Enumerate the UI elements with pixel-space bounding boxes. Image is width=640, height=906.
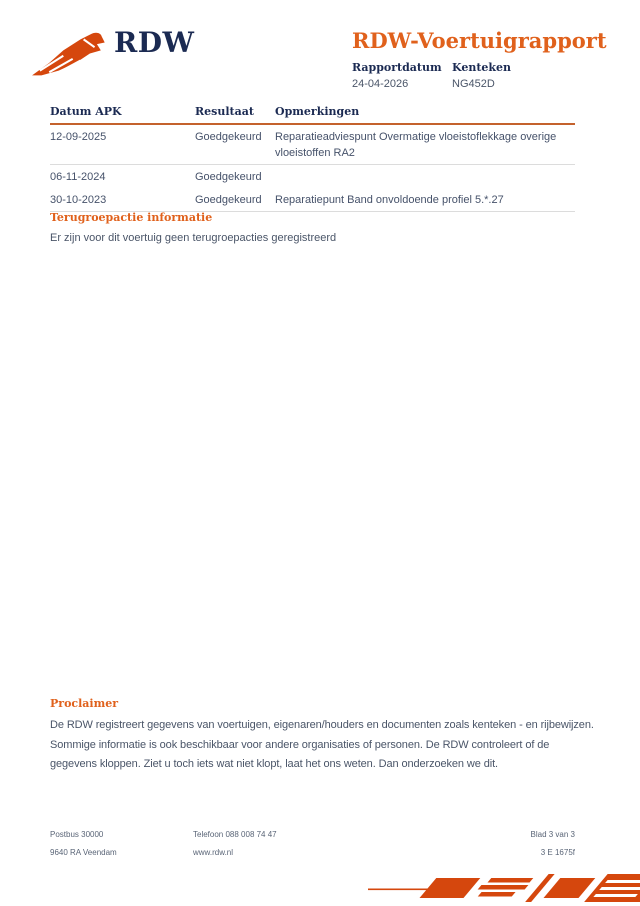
recall-section-heading: Terugroepactie informatie (50, 211, 213, 224)
report-date-label: Rapportdatum (352, 61, 442, 74)
cell-resultaat: Goedgekeurd (195, 131, 262, 143)
apk-table-header (50, 105, 575, 125)
license-plate-label: Kenteken (452, 61, 512, 74)
cell-resultaat: Goedgekeurd (195, 171, 262, 183)
cell-datum: 12-09-2025 (50, 131, 107, 143)
recall-section-body: Er zijn voor dit voertuig geen terugroepacties geregistreerd (50, 232, 337, 244)
footer-website: www.rdw.nl (193, 848, 234, 857)
table-row (50, 165, 575, 188)
proclaimer-body: De RDW registreert gegevens van voertuigen, eigenaren/houders en documenten zoals kenteken - en rijbewijzen. Sommige informatie is ook beschikbaar voor andere organisaties of personen. De RDW controleert of de gegevens kloppen. Ziet u toch iets wat niet klopt, laat het ons weten. Dan onderzoeken we dit. (50, 719, 594, 770)
apk-table (50, 105, 575, 212)
cell-resultaat: Goedgekeurd (195, 194, 262, 206)
rdw-stripes-icon (368, 870, 640, 906)
footer-address (50, 826, 117, 862)
proclaimer-heading: Proclaimer (50, 697, 119, 710)
cell-datum: 30-10-2023 (50, 194, 107, 206)
footer-phone: Telefoon 088 008 74 47 (193, 830, 277, 839)
cell-opmerkingen: Reparatieadviespunt Overmatige vloeistoflekkage overige vloeistoffen RA2 (275, 131, 557, 159)
footer-city: 9640 RA Veendam (50, 848, 117, 857)
footer-form-code: 3 E 1675f (540, 848, 575, 857)
table-row (50, 125, 575, 165)
column-header-datum: Datum APK (50, 105, 122, 118)
footer-page-number: Blad 3 van 3 (530, 830, 575, 839)
rdw-wordmark: RDW (114, 26, 195, 59)
column-header-opmerkingen: Opmerkingen (275, 105, 360, 118)
footer-page-info (531, 826, 575, 862)
report-date-value: 24-04-2026 (352, 78, 409, 90)
footer-postbus: Postbus 30000 (50, 830, 104, 839)
column-header-resultaat: Resultaat (195, 105, 254, 118)
page-title: RDW-Voertuigrapport (352, 28, 607, 53)
cell-datum: 06-11-2024 (50, 171, 106, 183)
table-row (50, 188, 575, 212)
cell-opmerkingen (275, 169, 575, 185)
footer-contact (193, 826, 277, 862)
license-plate-value: NG452D (452, 78, 495, 90)
rdw-eagle-icon (28, 30, 108, 80)
cell-opmerkingen: Reparatiepunt Band onvoldoende profiel 5.*.27 (275, 194, 504, 206)
